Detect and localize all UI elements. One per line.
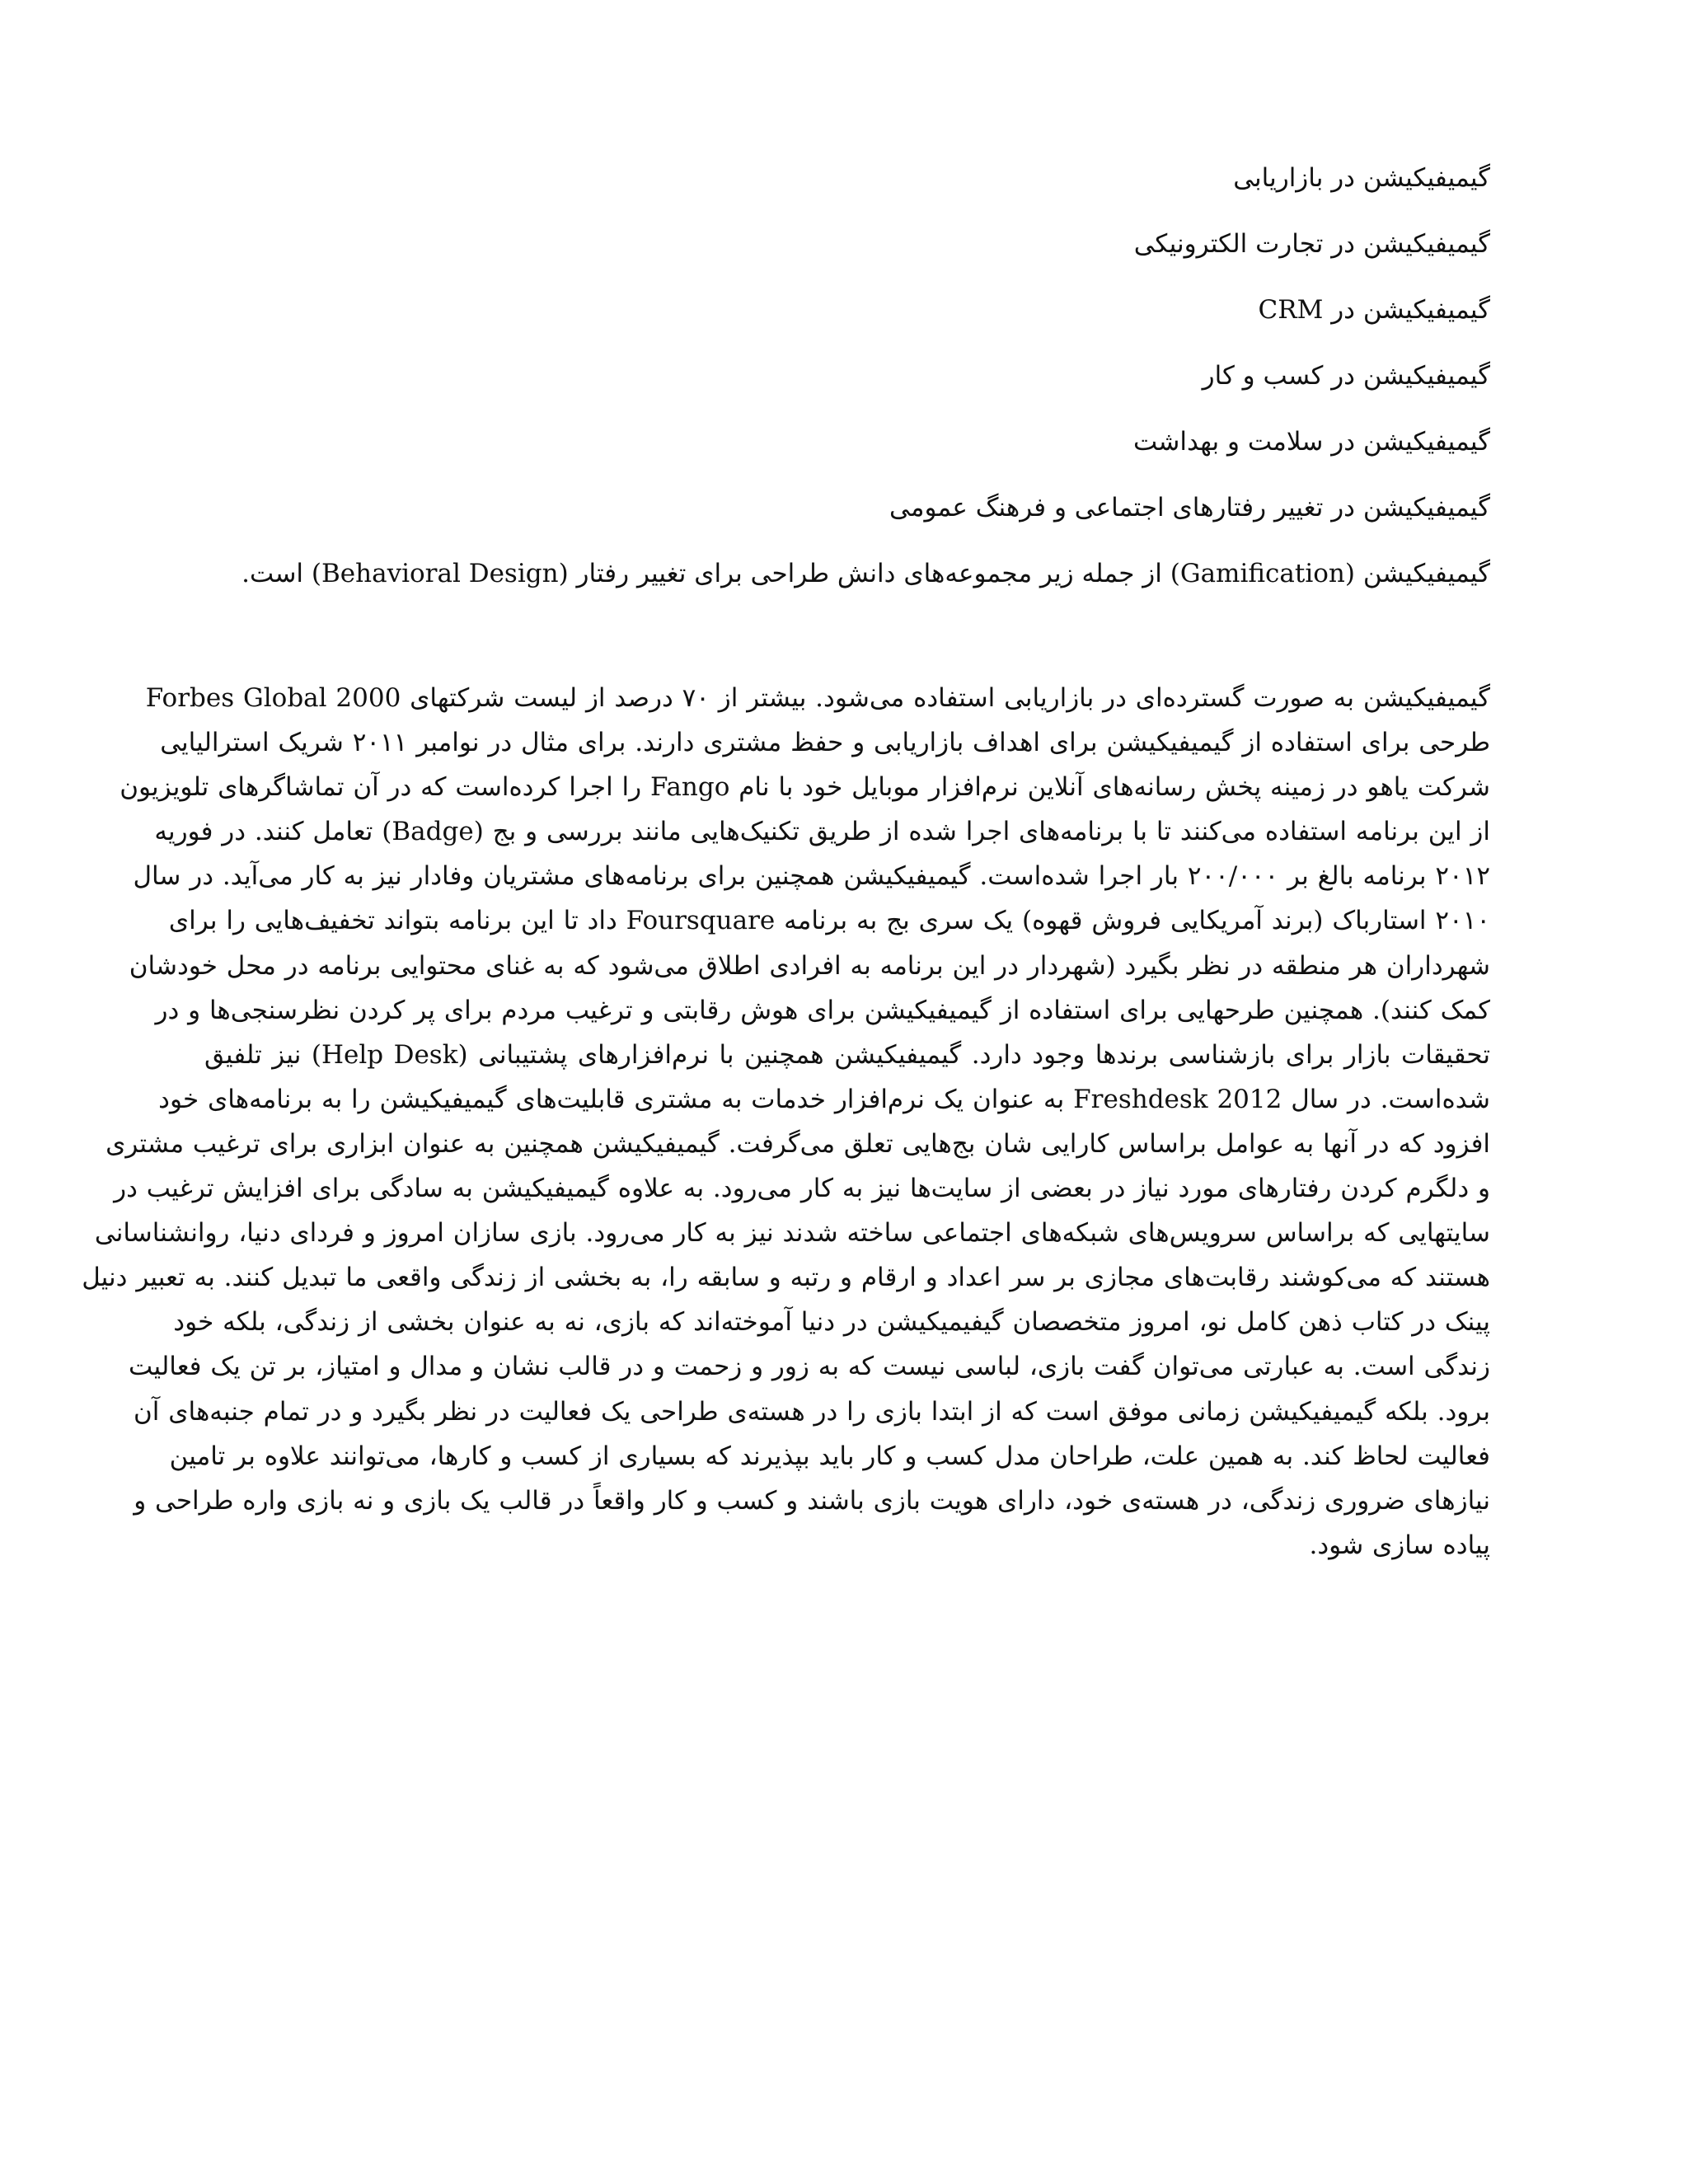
paragraph-line: پینک در کتاب ذهن کامل نو، امروز متخصصان گیفیمیکیشن در دنیا آموخته‌اند که بازی، نه به عنوان بخشی از زندگی، بلکه خود xyxy=(173,1307,1490,1338)
paragraph-line: گیمیفیکیشن به صورت گسترده‌ای در بازاریابی استفاده می‌شود. بیشتر از ۷۰ درصد از لیست شرکتهای Forbes Global 2000 xyxy=(145,683,1490,713)
paragraph-line: افزود که در آنها به عوامل براساس کارایی شان بج‌هایی تعلق می‌گرفت. گیمیفیکیشن همچنین به عنوان ابزاری برای ترغیب مشتری xyxy=(106,1128,1490,1159)
list-item: گیمیفیکیشن در تجارت الکترونیکی xyxy=(1133,229,1490,259)
paragraph-line: شرکت یاهو در زمینه پخش رسانه‌های آنلاین نرم‌افزار موبایل خود با نام Fango را اجرا کرده‌است که در آن تماشاگرهای تلویزیون xyxy=(120,772,1490,803)
paragraph-line: کمک کنند). همچنین طرحهایی برای استفاده از گیمیفیکیشن برای هوش رقابتی و ترغیب مردم برای پر کردن نظرسنجی‌ها و در xyxy=(155,995,1490,1025)
list-item: گیمیفیکیشن (Gamification) از جمله زیر مجموعه‌های دانش طراحی برای تغییر رفتار (Behavioral Design) است. xyxy=(241,559,1490,588)
list-item: گیمیفیکیشن در CRM xyxy=(1258,295,1490,325)
paragraph-line: از این برنامه استفاده می‌کنند تا با برنامه‌های اجرا شده از طریق تکنیک‌هایی مانند بررسی و بج (Badge) تعامل کنند. در فوریه xyxy=(154,817,1490,847)
paragraph-line: و دلگرم کردن رفتارهای مورد نیاز در بعضی از سایت‌ها نیز به کار می‌رود. به علاوه گیمیفیکیشن به سادگی برای افزایش ترغیب در xyxy=(114,1174,1490,1204)
paragraph-line: شده‌است. در سال Freshdesk 2012 به عنوان یک نرم‌افزار خدمات به مشتری قابلیت‌های گیمیفیکیشن را به برنامه‌های خود xyxy=(158,1084,1490,1114)
body-paragraph xyxy=(82,676,1491,1568)
paragraph-line: شهرداران هر منطقه در نظر بگیرد (شهردار در این برنامه به افرادی اطلاق می‌شود که به غنای محتوایی برنامه در محل خودشان xyxy=(129,950,1490,981)
paragraph-line: تحقیقات بازار برای بازشناسی برندها وجود دارد. گیمیفیکیشن همچنین با نرم‌افزارهای پشتیبانی (Help Desk) نیز تلفیق xyxy=(204,1039,1491,1070)
paragraph-line: فعالیت لحاظ کند. به همین علت، طراحان مدل کسب و کار باید بپذیرند که بسیاری از کسب و کارها، می‌توانند علاوه بر تامین xyxy=(169,1441,1490,1471)
paragraph-line: نیازهای ضروری زندگی، در هسته‌ی خود، دارای هویت بازی باشند و کسب و کار واقعاً در قالب یک بازی و نه بازی واره طراحی و xyxy=(134,1485,1490,1516)
list-item: گیمیفیکیشن در تغییر رفتارهای اجتماعی و فرهنگ عمومی xyxy=(889,493,1490,523)
paragraph-line: طرحی برای استفاده از گیمیفیکیشن برای اهداف بازاریابی و حفظ مشتری دارند. برای مثال در نوامبر ۲۰۱۱ شریک استرالیایی xyxy=(160,728,1490,758)
paragraph-line: برود. بلکه گیمیفیکیشن زمانی موفق است که از ابتدا بازی را در هسته‌ی طراحی یک فعالیت در نظر بگیرد و در تمام جنبه‌های آن xyxy=(134,1396,1490,1427)
paragraph-line: هستند که می‌کوشند رقابت‌های مجازی بر سر اعداد و ارقام و رتبه و سابقه را، به بخشی از زندگی واقعی ما تبدیل کنند. به تعبیر دنیل xyxy=(82,1263,1490,1293)
paragraph-line: ۲۰۱۲ برنامه بالغ بر ۲۰۰/۰۰۰ بار اجرا شده‌است. گیمیفیکیشن همچنین برای برنامه‌های مشتریان وفادار نیز به کار می‌آید. در سال xyxy=(133,861,1490,892)
paragraph-line: ۲۰۱۰ استارباک (برند آمریکایی فروش قهوه) یک سری بج به برنامه Foursquare داد تا این برنامه بتواند تخفیف‌هایی را برای xyxy=(168,906,1490,936)
list-item: گیمیفیکیشن در کسب و کار xyxy=(1202,361,1490,391)
list-item: گیمیفیکیشن در بازاریابی xyxy=(1233,163,1490,193)
paragraph-line: سایتهایی که براساس سرویس‌های شبکه‌های اجتماعی ساخته شدند نیز به کار می‌رود. بازی سازان امروز و فردای دنیا، روانشناسانی xyxy=(94,1218,1490,1249)
paragraph-line: زندگی است. به عبارتی می‌توان گفت بازی، لباسی نیست که به زور و زحمت و در قالب نشان و مدال و امتیاز، بر تن یک فعالیت xyxy=(129,1352,1490,1382)
paragraph-line: پیاده سازی شود. xyxy=(1309,1530,1490,1560)
list-item: گیمیفیکیشن در سلامت و بهداشت xyxy=(1132,427,1490,457)
gamification-applications-list xyxy=(204,155,1490,616)
